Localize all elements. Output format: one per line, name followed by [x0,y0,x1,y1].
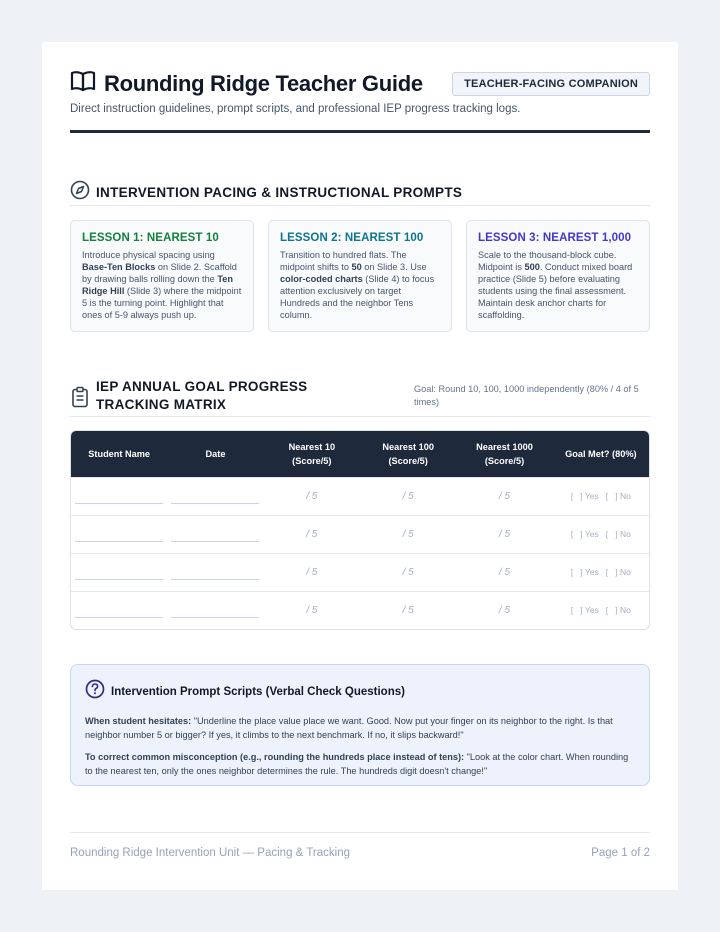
book-icon [70,70,96,97]
date-field[interactable] [167,554,263,592]
script-lead: When student hesitates: [85,716,192,726]
score-1000-cell [456,554,552,592]
script-item [85,714,635,742]
script-text: "Look at the color chart. When rounding to the nearest ten, only the ones neighbor determines the rule. The hundreds digit doesn't change!" [85,752,629,776]
script-text: "Underline the place value place we want. Good. Now put your finger on its neighbor to the right. Is that neighbor number 5 or bigger? If yes, it climbs to the next benchmark. If no, it slips backward!" [85,716,613,740]
blank-line[interactable] [171,601,259,618]
lesson-body [280,249,440,321]
page-title: Rounding Ridge Teacher Guide [104,70,423,96]
score-placeholder: / 5 [402,491,414,502]
blank-line[interactable] [171,487,259,504]
date-field[interactable] [167,516,263,554]
lesson-cards [70,220,650,332]
tracking-divider [70,416,650,417]
goal-checkbox-placeholder: [ ] Yes [ ] No [570,491,631,501]
header-divider [70,130,650,133]
score-1000-cell [456,516,552,554]
blank-line[interactable] [75,601,163,618]
lesson-body [478,249,638,321]
question-circle-icon [85,679,105,704]
body-text: Transition to hundred flats. The midpoint shifts to [280,250,407,272]
student-name-field[interactable] [71,516,167,554]
body-text: on Slide 3. Use [361,262,427,272]
body-text: Introduce physical spacing using [82,250,215,260]
pacing-section-header [70,180,650,205]
score-placeholder: / 5 [402,529,414,540]
column-header: Nearest 10 (Score/5) [264,431,360,478]
header [70,70,650,115]
page-number: Page 1 of 2 [591,847,650,859]
blank-line[interactable] [171,525,259,542]
table-header-row [71,431,649,478]
column-header: Date [167,431,263,478]
goal-checkbox-placeholder: [ ] Yes [ ] No [570,605,631,615]
table-row [71,592,649,630]
emphasis-text: 50 [351,262,362,272]
table-row [71,478,649,516]
score-10-cell [264,516,360,554]
goal-met-cell [553,516,649,554]
page-subtitle: Direct instruction guidelines, prompt scripts, and professional IEP progress tracking logs. [70,103,521,115]
score-placeholder: / 5 [402,605,414,616]
pacing-divider [70,205,650,206]
lesson-title: LESSON 1: NEAREST 10 [82,232,219,244]
score-10-cell [264,554,360,592]
lesson-title: LESSON 3: NEAREST 1,000 [478,232,632,244]
score-placeholder: / 5 [306,605,318,616]
goal-met-cell [553,554,649,592]
script-lead: To correct common misconception (e.g., rounding the hundreds place instead of tens): [85,752,465,762]
blank-line[interactable] [171,563,259,580]
body-text: Scale to the thousand-block cube. Midpoint is [478,250,617,272]
emphasis-text: color-coded charts [280,274,363,284]
emphasis-text: Base-Ten Blocks [82,262,156,272]
blank-line[interactable] [75,525,163,542]
score-10-cell [264,478,360,516]
score-placeholder: / 5 [498,605,511,616]
footer-divider [70,832,650,833]
student-name-field[interactable] [71,554,167,592]
score-100-cell [360,478,456,516]
score-placeholder: / 5 [306,567,318,578]
tracking-section-title: IEP ANNUAL GOAL PROGRESS TRACKING MATRIX [96,379,308,412]
body-text: (Slide 3) where the midpoint 5 is the turning point. Highlight that ones of 5-9 always push up. [82,286,242,320]
lesson-body [82,249,242,321]
progress-table [70,430,650,630]
score-100-cell [360,592,456,630]
emphasis-text: Ten Ridge Hill [82,274,233,296]
document-page [42,42,678,890]
column-header: Goal Met? (80%) [553,431,649,478]
body-text: (Slide 4) to focus attention exclusively on target Hundreds and the neighbor Tens column. [280,274,435,320]
score-1000-cell [456,478,552,516]
student-name-field[interactable] [71,592,167,630]
blank-line[interactable] [75,487,163,504]
lesson-card [70,220,254,332]
score-placeholder: / 5 [402,567,414,578]
score-placeholder: / 5 [498,567,511,578]
score-100-cell [360,516,456,554]
callout-title: Intervention Prompt Scripts (Verbal Check Questions) [111,685,405,698]
score-10-cell [264,592,360,630]
footer [70,847,650,859]
date-field[interactable] [167,592,263,630]
compass-icon [70,180,90,205]
score-placeholder: / 5 [306,529,318,540]
emphasis-text: 500 [524,262,540,272]
goal-checkbox-placeholder: [ ] Yes [ ] No [570,567,631,577]
goal-checkbox-placeholder: [ ] Yes [ ] No [570,529,631,539]
table-row [71,516,649,554]
body-text: . Conduct mixed board practice (Slide 5) before evaluating students using the final assessment. Maintain desk anchor charts for scaffolding. [478,262,633,320]
pacing-section-title: INTERVENTION PACING & INSTRUCTIONAL PROMPTS [96,185,463,200]
audience-badge: TEACHER-FACING COMPANION [452,72,650,96]
blank-line[interactable] [75,563,163,580]
script-item [85,750,635,778]
goal-met-cell [553,478,649,516]
score-placeholder: / 5 [306,491,318,502]
score-placeholder: / 5 [498,491,511,502]
column-header: Nearest 1000 (Score/5) [456,431,552,478]
table-row [71,554,649,592]
tracking-goal: Goal: Round 10, 100, 1000 independently (80% / 4 of 5 times) [414,384,639,407]
date-field[interactable] [167,478,263,516]
student-name-field[interactable] [71,478,167,516]
lesson-card [268,220,452,332]
tracking-section-header [70,378,650,414]
body-text: on Slide 2. Scaffold by drawing balls rolling down the [82,262,237,284]
lesson-title: LESSON 2: NEAREST 100 [280,232,424,244]
clipboard-icon [70,386,90,413]
score-100-cell [360,554,456,592]
score-1000-cell [456,592,552,630]
goal-met-cell [553,592,649,630]
score-placeholder: / 5 [498,529,511,540]
lesson-card [466,220,650,332]
prompt-scripts-callout [70,664,650,786]
footer-unit-label: Rounding Ridge Intervention Unit — Pacing & Tracking [70,847,350,859]
column-header: Nearest 100 (Score/5) [360,431,456,478]
column-header: Student Name [71,431,167,478]
